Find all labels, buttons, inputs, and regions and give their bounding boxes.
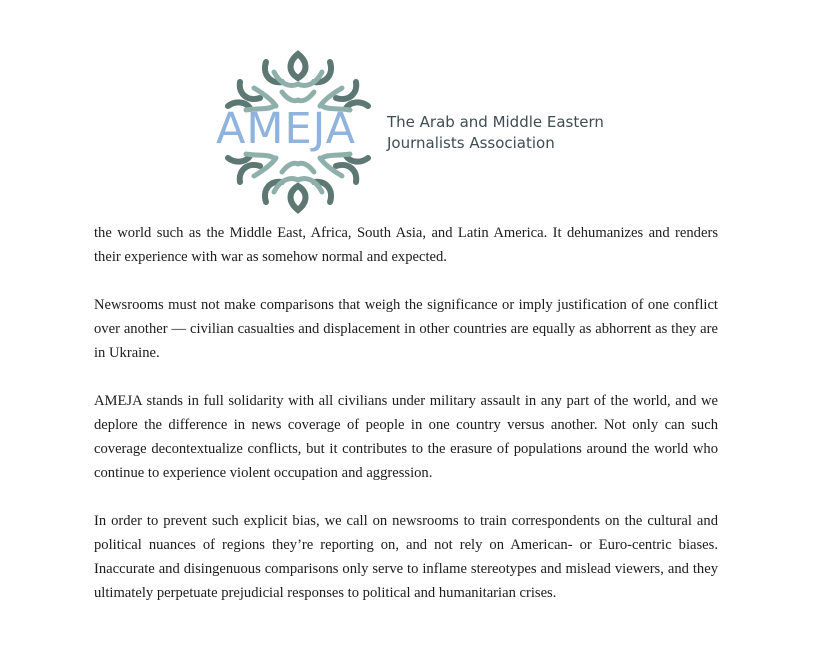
paragraph: Newsrooms must not make comparisons that weigh the significance or imply justification of one conflict over another — civilian casualties and displacement in other countries are equally as abhorrent as they are in Ukraine. xyxy=(94,297,718,361)
organization-name-line-1: The Arab and Middle Eastern xyxy=(387,113,604,131)
paragraph: AMEJA stands in full solidarity with all civilians under military assault in any part of the world, and we deplore the difference in news coverage of people in one country versus another. Not only can such coverage decontextualize conflicts, but it contributes to the erasure of populations around the world who continue to experience violent occupation and aggression. xyxy=(94,393,718,481)
statement-body xyxy=(94,221,718,629)
logo-wordmark: AMEJA xyxy=(216,104,357,154)
organization-name-line-2: Journalists Association xyxy=(387,134,555,152)
organization-name xyxy=(387,112,604,154)
paragraph: In order to prevent such explicit bias, we call on newsrooms to train correspondents on the cultural and political nuances of regions they’re reporting on, and not rely on American- or Euro-centric biases. Inaccurate and disingenuous comparisons only serve to inflame stereotypes and mislead viewers, and they ultimately perpetuate prejudicial responses to political and humanitarian crises. xyxy=(94,513,718,601)
paragraph: the world such as the Middle East, Africa, South Asia, and Latin America. It dehumanizes and renders their experience with war as somehow normal and expected. xyxy=(94,225,718,265)
